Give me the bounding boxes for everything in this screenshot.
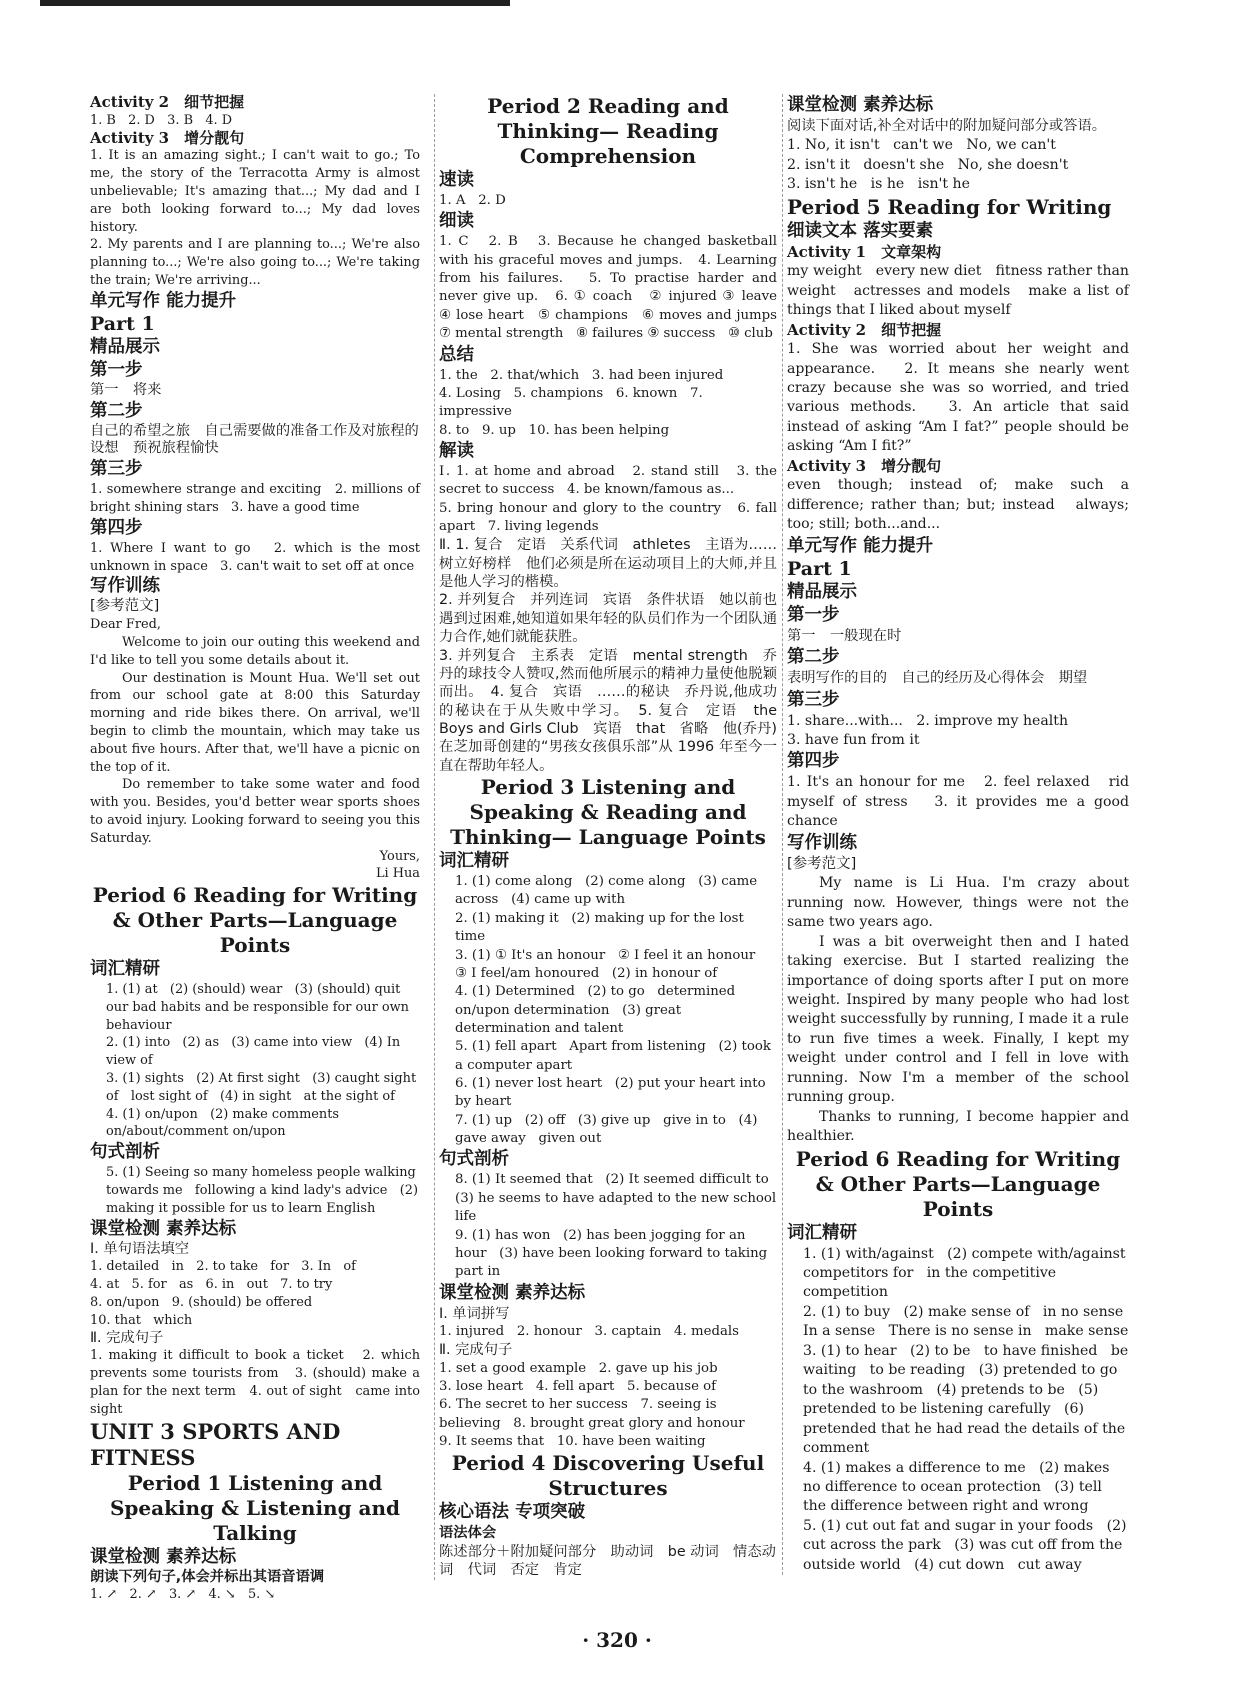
skim-answers: 1. A 2. D	[439, 193, 506, 208]
step-1-heading: 第一步	[90, 359, 143, 380]
complete-sentences-answers: 1. making it difficult to book a ticket 2. which prevents some tourists from 3. (should) make a plan for the next term 4. out of sight came into sight	[90, 1348, 425, 1417]
essay-paragraph-3: Thanks to running, I become happier and healthier.	[787, 1108, 1134, 1145]
unit-writing-heading: 单元写作 能力提升	[90, 290, 237, 311]
class-test-heading: 课堂检测 素养达标	[787, 95, 934, 115]
page-number: · 320 ·	[582, 1628, 652, 1652]
unit-writing-heading: 单元写作 能力提升	[787, 535, 934, 556]
part-1-heading: Part 1	[787, 557, 852, 580]
period-6-title: Period 6 Reading for Writing & Other Parts—Language Points	[92, 883, 418, 958]
letter-paragraph-3: Do remember to take some water and food with you. Besides, you'd better wear sports shoes to avoid injury. Looking forward to seeing you this Saturday.	[90, 777, 425, 846]
vocab-item: 3. (1) to hear (2) to be to have finished be waiting to be reading (3) pretended to go to the washroom (4) pretends to be (5) pretended to be listening carefully (6) pretended that he had read the details of the comment	[803, 1342, 1133, 1457]
vocab-item: 7. (1) up (2) off (3) give up give in to (4) gave away given out	[455, 1112, 762, 1147]
spelling-answers: 1. injured 2. honour 3. captain 4. medals	[439, 1323, 739, 1339]
activity-3-heading: Activity 3 增分靓句	[787, 456, 942, 475]
period-2-title: Period 2 Reading and Thinking— Reading Comprehension	[487, 94, 729, 168]
part-1-heading: Part 1	[90, 312, 155, 335]
vocab-item: 5. (1) fell apart Apart from listening (2) took a computer apart	[455, 1039, 776, 1073]
step-2-heading: 第二步	[787, 647, 840, 668]
vocab-item: 3. (1) ① It's an honour ② I feel it an honour ③ I feel/am honoured (2) in honour of	[455, 947, 768, 981]
letter-greeting: Dear Fred,	[90, 617, 161, 633]
syntax-item: 9. (1) has won (2) has been jogging for an hour (3) have been looking forward to taking part in	[455, 1227, 772, 1280]
syntax-item: 8. (1) It seemed that (2) It seemed difficult to (3) he seems to have adapted to the new school life	[455, 1172, 782, 1225]
vocab-heading: 词汇精研	[439, 851, 509, 872]
activity-2-heading: Activity 2 细节把握	[787, 320, 942, 339]
complete-sentences-answers: 1. set a good example 2. gave up his job 3. lose heart 4. fell apart 5. because of 6. The secret to her success 7. seeing is believing 8. brought great glory and honour 9. It seems that 10. have been waiting	[439, 1360, 745, 1450]
vocab-heading: 词汇精研	[787, 1222, 857, 1243]
grammar-fill-heading: Ⅰ. 单句语法填空	[90, 1240, 190, 1257]
core-grammar-heading: 核心语法 专项突破	[439, 1502, 586, 1523]
letter-paragraph-2: Our destination is Mount Hua. We'll set out from our school gate at 8:00 this Saturday morning and ride bikes there. On arrival, we'll begin to climb the mountain, which may take us about five hours. After that, we'll have a picnic on the top of it.	[90, 670, 425, 775]
step-3-answer: 1. somewhere strange and exciting 2. millions of bright shining stars 3. have a good time	[90, 482, 425, 515]
complete-sentences-heading: Ⅱ. 完成句子	[90, 1329, 164, 1346]
vocab-item: 5. (1) cut out fat and sugar in your foods (2) cut across the park (3) was cut off from the outside world (4) cut down cut away	[803, 1517, 1132, 1573]
showcase-heading: 精品展示	[90, 336, 160, 357]
vocab-item: 1. (1) at (2) (should) wear (3) (should) quit our bad habits and be responsible for our own behaviour	[106, 982, 414, 1033]
complete-sentences-heading: Ⅱ. 完成句子	[439, 1342, 513, 1359]
period-3-title: Period 3 Listening and Speaking & Reading and Thinking— Language Points	[450, 775, 766, 850]
dialogue-instruction: 阅读下面对话,补全对话中的附加疑问部分或答语。	[787, 118, 1107, 134]
column-middle	[434, 94, 790, 1580]
dialogue-answers: 1. No, it isn't can't we No, we can't 2. isn't it doesn't she No, she doesn't 3. isn't he is he isn't he	[787, 137, 1069, 193]
spelling-heading: Ⅰ. 单词拼写	[439, 1305, 510, 1322]
activity-3-heading: Activity 3 增分靓句	[90, 128, 245, 147]
unit-3-title: UNIT 3 SPORTS AND FITNESS	[90, 1418, 341, 1470]
activity-3-answers: 1. It is an amazing sight.; I can't wait to go.; To me, the story of the Terracotta Army is almost unbelievable; It's amazing that...; My dad and I are both looking forward to...; My dad loves history. 2. My parents and I are planning to...; We're also planning to...; We're also going to...; We're taking the train; We're arriving...	[90, 148, 420, 288]
showcase-heading: 精品展示	[787, 581, 857, 602]
activity-2-answers: 1. B 2. D 3. B 4. D	[90, 112, 233, 128]
writing-practice-heading: 写作训练	[787, 832, 857, 853]
grammar-experience-answers: 陈述部分＋附加疑问部分 助动词 be 动词 情态动词 代词 否定 肯定	[439, 1543, 776, 1579]
analysis-part-2: Ⅱ. 1. 复合 定语 关系代词 athletes 主语为……树立好榜样 他们必须是所在运动项目上的大师,并且是他人学习的楷模。 2. 并列复合 并列连词 宾语 条件状语 她以前也遇到过困难,她知道如果年轻的队员们作为一个团队通力合作,她们就能获胜。 3. 并列复合 主系表 定语 mental strength 乔丹的球技令人赞叹,然而他所展示的精神力量使他脱颖而出。 4. 复合 宾语 ……的秘诀 乔丹说,他成功的秘诀在于从失败中学习。 5. 复合 定语 the Boys and Girls Club 宾语 that 省略 他(乔丹)在芝加哥创建的“男孩女孩俱乐部”从 1996 年至今一直在帮助年轻人。	[439, 537, 777, 774]
column-left	[90, 93, 425, 1604]
step-1-answer: 第一 将来	[90, 381, 162, 398]
activity-1-heading: Activity 1 文章架构	[787, 242, 942, 261]
syntax-heading: 句式剖析	[439, 1149, 509, 1170]
step-3-heading: 第三步	[787, 689, 840, 710]
step-4-heading: 第四步	[787, 751, 840, 772]
essay-paragraph-1: My name is Li Hua. I'm crazy about running now. However, things were not the same two years ago.	[787, 875, 1134, 931]
close-read-text-heading: 细读文本 落实要素	[787, 220, 934, 241]
step-4-heading: 第四步	[90, 517, 143, 538]
essay-paragraph-2: I was a bit overweight then and I hated taking exercise. But I started realizing the importance of doing sports after I put on more weight. Inspired by many people who had lost weight successfully by running, I made it a rule to run five times a week. Finally, I kept my weight under control and I fell in love with running. Now I'm a member of the school running group.	[787, 933, 1134, 1106]
close-read-answers: 1. C 2. B 3. Because he changed basketball with his graceful moves and jumps. 4. Learning from his failures. 5. To practise harder and never give up. 6. ① coach ② injured ③ leave ④ lose heart ⑤ champions ⑥ moves and jumps ⑦ mental strength ⑧ failures ⑨ success ⑩ club	[439, 234, 790, 342]
top-edge-bar	[40, 0, 510, 6]
vocab-item: 6. (1) never lost heart (2) put your heart into by heart	[455, 1076, 770, 1110]
period-5-title: Period 5 Reading for Writing	[787, 194, 1112, 219]
class-test-heading: 课堂检测 素养达标	[439, 1282, 586, 1303]
activity-1-answers: my weight every new diet fitness rather than weight actresses and models make a list of things that I liked about myself	[787, 263, 1134, 319]
step-2-answer: 表明写作的目的 自己的经历及心得体会 期望	[787, 670, 1088, 687]
skim-heading: 速读	[439, 170, 474, 190]
activity-2-answers: 1. She was worried about her weight and appearance. 2. It means she nearly went crazy because she was so worried, and tried various methods. 3. An article that said instead of asking “Am I fat?” people should be asking “Am I fit?”	[787, 341, 1134, 455]
class-test-heading: 课堂检测 素养达标	[90, 1218, 237, 1239]
intonation-instruction: 朗读下列句子,体会并标出其语音语调	[90, 1568, 325, 1585]
vocab-item: 4. (1) on/upon (2) make comments on/about/comment on/upon	[106, 1106, 344, 1140]
writing-practice-heading: 写作训练	[90, 576, 160, 597]
close-read-heading: 细读	[439, 211, 474, 232]
activity-3-answers: even though; instead of; make such a difference; rather than; but; instead always; too; still; both...and...	[787, 477, 1134, 533]
step-4-answer: 1. It's an honour for me 2. feel relaxed rid myself of stress 3. it provides me a good chance	[787, 774, 1134, 830]
summary-answers: 1. the 2. that/which 3. had been injured 4. Losing 5. champions 6. known 7. impressive 8. to 9. up 10. has been helping	[439, 367, 724, 438]
vocab-item: 2. (1) to buy (2) make sense of in no sense In a sense There is no sense in make sense	[803, 1303, 1137, 1340]
letter-signature: Li Hua	[375, 866, 420, 882]
letter-closing: Yours,	[379, 848, 420, 864]
step-3-heading: 第三步	[90, 459, 143, 480]
step-4-answer: 1. Where I want to go 2. which is the most unknown in space 3. can't wait to set off at once	[90, 540, 425, 574]
step-2-answer: 自己的希望之旅 自己需要做的准备工作及对旅程的设想 预祝旅程愉快	[90, 422, 419, 457]
period-6-title: Period 6 Reading for Writing & Other Parts—Language Points	[795, 1146, 1121, 1221]
vocab-item: 2. (1) making it (2) making up for the lost time	[455, 910, 749, 945]
period-1-title: Period 1 Listening and Speaking & Listening and Talking	[109, 1470, 401, 1545]
analysis-part-1: Ⅰ. 1. at home and abroad 2. stand still 3. the secret to success 4. be known/famous as... 5. bring honour and glory to the country 6. fall apart 7. living legends	[439, 463, 777, 535]
summary-heading: 总结	[439, 344, 474, 365]
step-1-answer: 第一 一般现在时	[787, 627, 902, 644]
analysis-heading: 解读	[439, 440, 474, 461]
step-2-heading: 第二步	[90, 400, 143, 421]
activity-2-heading: Activity 2 细节把握	[90, 93, 245, 111]
vocab-heading: 词汇精研	[90, 959, 160, 980]
vocab-item: 4. (1) makes a difference to me (2) makes no difference to ocean protection (3) tell the difference between right and wrong	[803, 1459, 1114, 1515]
period-4-title: Period 4 Discovering Useful Structures	[451, 1451, 765, 1501]
syntax-item: 5. (1) Seeing so many homeless people walking towards me following a kind lady's advice (2) making it possible for us to learn English	[106, 1165, 423, 1216]
vocab-item: 2. (1) into (2) as (3) came into view (4) In view of	[106, 1035, 405, 1069]
vocab-item: 4. (1) Determined (2) to go determined on/upon determination (3) great determination and talent	[455, 984, 740, 1036]
vocab-item: 1. (1) with/against (2) compete with/against competitors for in the competitive competition	[803, 1245, 1131, 1301]
class-test-heading-2: 课堂检测 素养达标	[90, 1546, 237, 1567]
step-1-heading: 第一步	[787, 604, 840, 625]
model-essay-label: [参考范文]	[90, 598, 160, 615]
syntax-heading: 句式剖析	[90, 1142, 160, 1163]
intonation-answers: 1. ↗ 2. ↗ 3. ↗ 4. ↘ 5. ↘	[90, 1587, 276, 1603]
step-3-answer: 1. share...with... 2. improve my health 3. have fun from it	[787, 712, 1069, 748]
letter-paragraph-1: Welcome to join our outing this weekend and I'd like to tell you some details about it.	[90, 634, 425, 668]
vocab-item: 1. (1) come along (2) come along (3) came across (4) came up with	[455, 874, 762, 908]
grammar-fill-answers: 1. detailed in 2. to take for 3. In of 4. at 5. for as 6. in out 7. to try 8. on/upon 9. (should) be offered 10. that which	[90, 1259, 356, 1328]
model-essay-label: [参考范文]	[787, 855, 857, 872]
column-right	[782, 94, 1137, 1575]
vocab-item: 3. (1) sights (2) At first sight (3) caught sight of lost sight of (4) in sight at the sight of	[106, 1071, 421, 1104]
grammar-experience-heading: 语法体会	[439, 1525, 497, 1542]
